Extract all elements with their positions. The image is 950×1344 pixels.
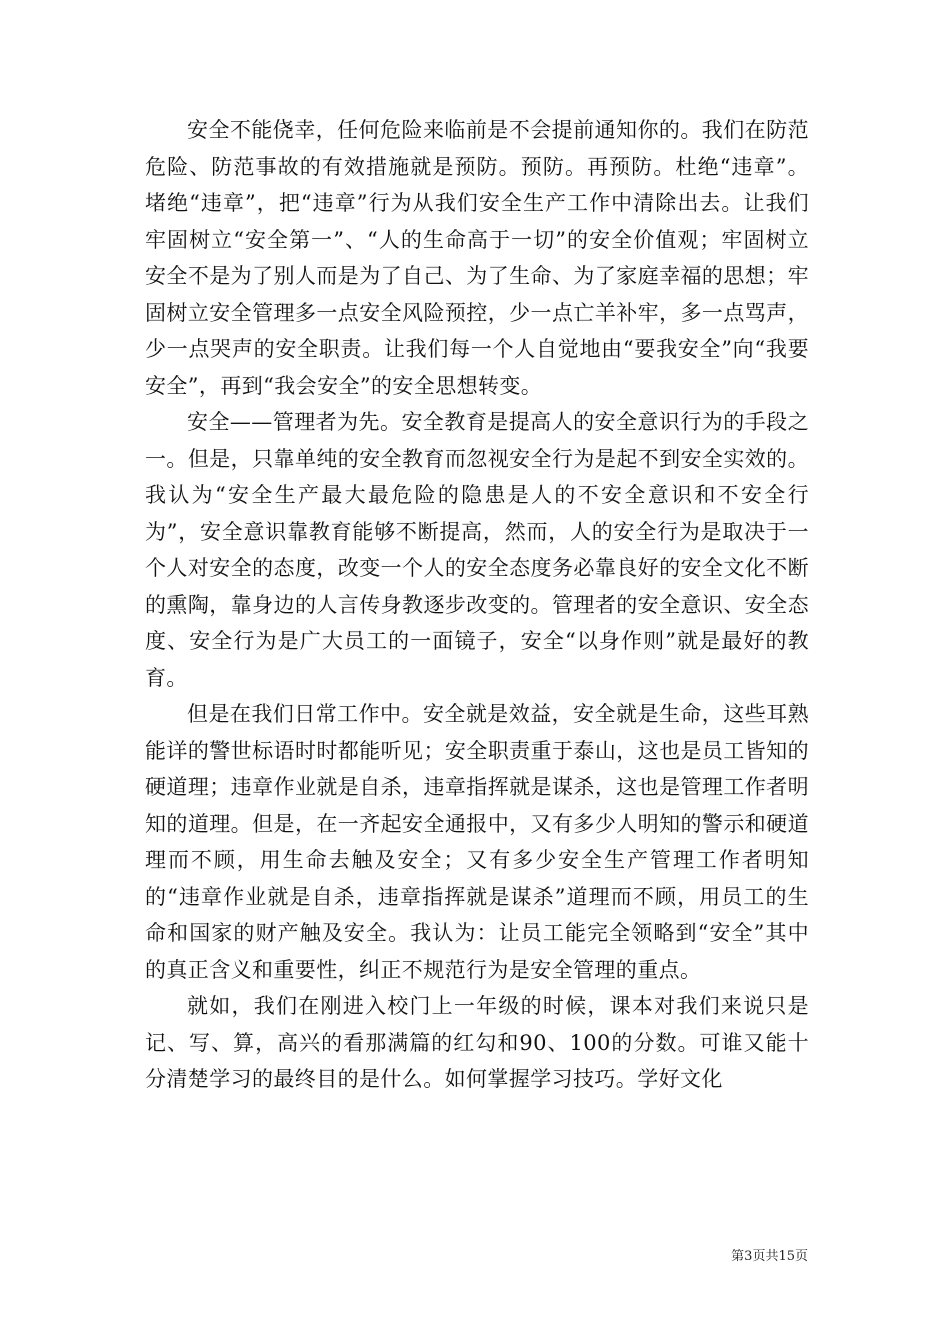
paragraph-3: 但是在我们日常工作中。安全就是效益，安全就是生命，这些耳熟能详的警世标语时时都能听见；安全职责重于泰山，这也是员工皆知的硬道理；违章作业就是自杀，违章指挥就是谋杀，这也是管理工作者明知的道理。但是，在一齐起安全通报中，又有多少人明知的警示和硬道理而不顾，用生命去触及安全；又有多少安全生产管理工作者明知的“违章作业就是自杀，违章指挥就是谋杀”道理而不顾，用员工的生命和国家的财产触及安全。我认为：让员工能完全领略到“安全”其中的真正含义和重要性，纠正不规范行为是安全管理的重点。 <box>145 702 809 982</box>
page-number-footer: 第3页共15页 <box>731 1249 808 1264</box>
paragraph-1: 安全不能侥幸，任何危险来临前是不会提前通知你的。我们在防范危险、防范事故的有效措施就是预防。预防。再预防。杜绝“违章”。堵绝“违章”，把“违章”行为从我们安全生产工作中清除出去。让我们牢固树立“安全第一”、“人的生命高于一切”的安全价值观；牢固树立安全不是为了别人而是为了自己、为了生命、为了家庭幸福的思想；牢固树立安全管理多一点安全风险预控，少一点亡羊补牢，多一点骂声，少一点哭声的安全职责。让我们每一个人自觉地由“要我安全”向“我要安全”，再到“我会安全”的安全思想转变。 <box>145 118 809 398</box>
paragraph-4: 就如，我们在刚进入校门上一年级的时候，课本对我们来说只是记、写、算，高兴的看那满篇的红勾和90、100的分数。可谁又能十分清楚学习的最终目的是什么。如何掌握学习技巧。学好文化 <box>145 994 809 1091</box>
document-body <box>145 112 809 1098</box>
paragraph-2: 安全——管理者为先。安全教育是提高人的安全意识行为的手段之一。但是，只靠单纯的安全教育而忽视安全行为是起不到安全实效的。我认为“安全生产最大最危险的隐患是人的不安全意识和不安全行为”，安全意识靠教育能够不断提高，然而，人的安全行为是取决于一个人对安全的态度，改变一个人的安全态度务必靠良好的安全文化不断的熏陶，靠身边的人言传身教逐步改变的。管理者的安全意识、安全态度、安全行为是广大员工的一面镜子，安全“以身作则”就是最好的教育。 <box>145 410 809 690</box>
